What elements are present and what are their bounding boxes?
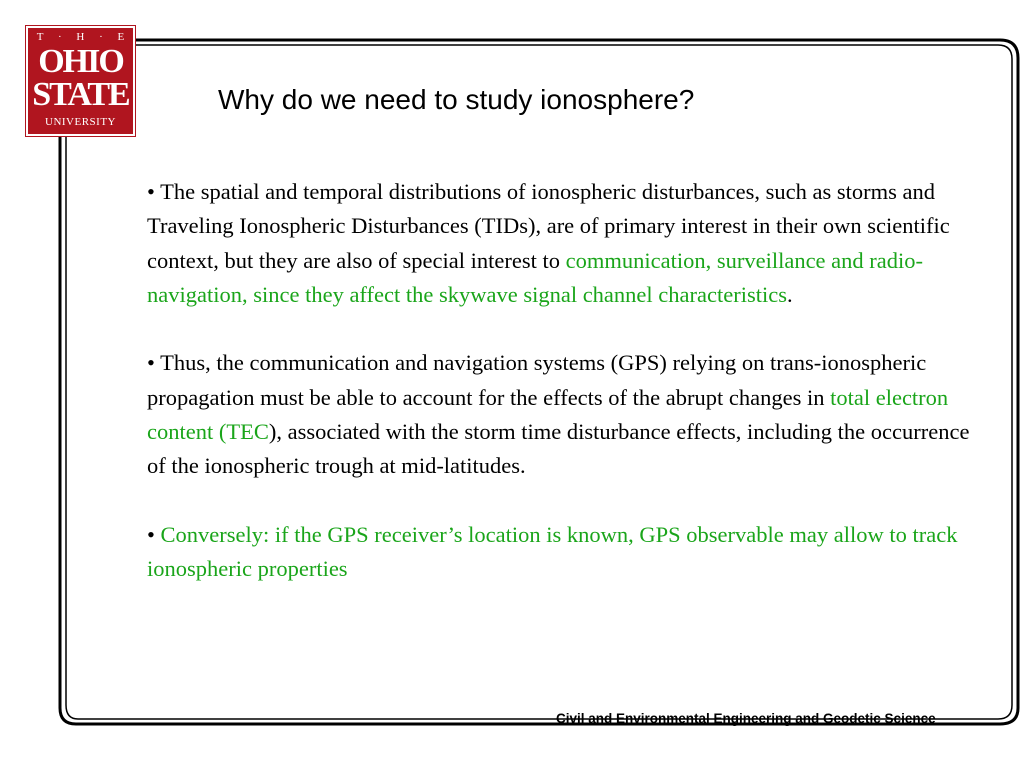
ohio-state-logo bbox=[26, 26, 135, 136]
logo-state-text: STATE bbox=[32, 76, 129, 113]
paragraph-text-end: ), associated with the storm time disturbance effects, including the occurrence of the ionospheric trough at mid-latitudes. bbox=[147, 419, 970, 479]
paragraph-text: Thus, the communication and navigation systems (GPS) relying on trans-ionospheric propagation must be able to account for the effects of the abrupt changes in bbox=[147, 350, 927, 410]
logo-university-text: UNIVERSITY bbox=[45, 116, 116, 128]
logo-the-text: T · H · E bbox=[36, 31, 131, 43]
logo-ohio-text: OHIO bbox=[38, 43, 123, 80]
highlighted-text: communication, surveillance and radio-navigation, since they affect the skywave signal channel characteristics bbox=[147, 247, 923, 307]
slide-footer: Civil and Environmental Engineering and Geodetic Science bbox=[556, 711, 936, 726]
slide-body bbox=[147, 175, 977, 621]
bullet-mark: • bbox=[147, 179, 155, 204]
bullet-paragraph-3 bbox=[147, 518, 977, 587]
paragraph-text: The spatial and temporal distributions of ionospheric disturbances, such as storms and Traveling Ionospheric Disturbances (TIDs), are of primary interest in their own scientific context, but they are also of special interest to bbox=[147, 179, 950, 273]
slide-title: Why do we need to study ionosphere? bbox=[218, 84, 695, 115]
highlighted-text: Conversely: if the GPS receiver’s location is known, GPS observable may allow to track ionospheric properties bbox=[147, 521, 958, 582]
highlighted-text: total electron content (TEC bbox=[147, 384, 949, 445]
bullet-paragraph-1 bbox=[147, 175, 977, 312]
paragraph-text-end: . bbox=[786, 281, 793, 307]
bullet-mark: • bbox=[147, 521, 155, 547]
bullet-paragraph-2 bbox=[147, 346, 977, 483]
bullet-mark: • bbox=[147, 350, 155, 376]
